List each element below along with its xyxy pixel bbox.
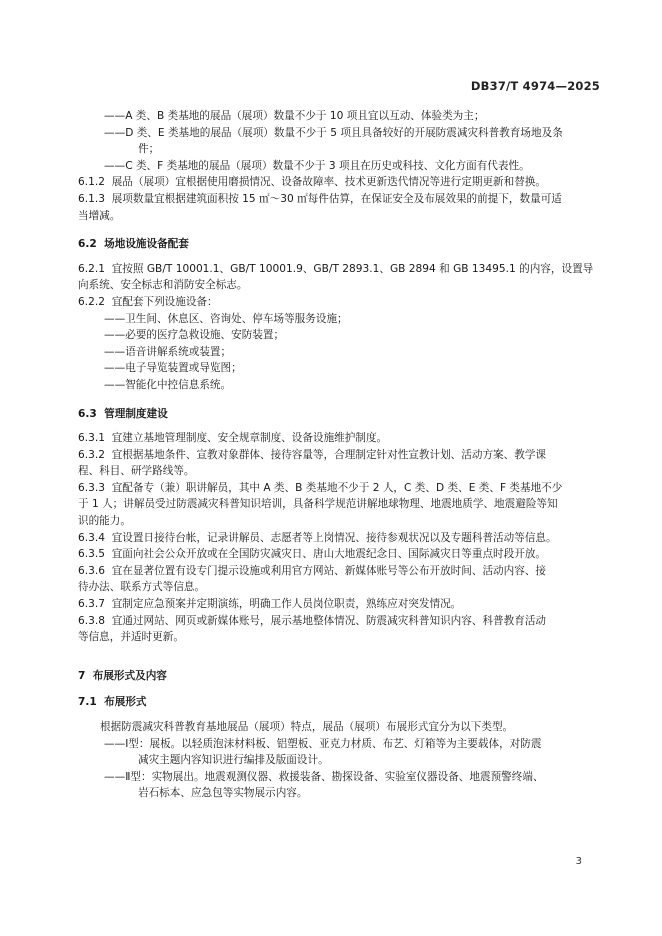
standard-number: DB37/T 4974—2025 — [470, 79, 600, 93]
intro-paragraph: 根据防震减灾科普教育基地展品（展项）特点，展品（展项）布展形式宜分为以下类型。 — [100, 721, 514, 733]
clause-6-3-5: 6.3.5 宜面向社会公众开放或在全国防灾减灾日、唐山大地震纪念日、国际减灾日等重点时段开放。 — [78, 548, 547, 561]
clause-6-2-1: 6.2.1 宜按照 GB/T 10001.1、GB/T 10001.9、GB/T 2893.1、GB 2894 和 GB 13495.1 的内容，设置导 — [78, 262, 594, 275]
list-item: ——Ⅰ型：展板。以轻质泡沫材料板、铝塑板、亚克力材质、布艺、灯箱等为主要载体，对防震 — [104, 737, 542, 750]
clause-continuation: 识的能力。 — [78, 515, 131, 528]
clause-continuation: 待办法、联系方式等信息。 — [78, 581, 206, 594]
list-item: ——C 类、F 类基地的展品（展项）数量不少于 3 项且在历史或科技、文化方面有代表性。 — [104, 159, 530, 172]
section-heading-6-3: 6.3 管理制度建设 — [78, 407, 168, 420]
clause-continuation: 向系统、安全标志和消防安全标志。 — [78, 279, 248, 292]
clause-continuation: 程、科目、研学路线等。 — [78, 465, 195, 478]
list-item: ——电子导览装置或导览图； — [104, 362, 242, 375]
clause-continuation: 等信息，并适时更新。 — [78, 631, 184, 644]
list-item: ——必要的医疗急救设施、安防装置； — [104, 329, 285, 342]
section-heading-6-2: 6.2 场地设施设备配套 — [78, 238, 189, 251]
clause-6-3-2: 6.3.2 宜根据基地条件、宣教对象群体、接待容量等，合理制定针对性宣教计划、活动方案、教学课 — [78, 448, 547, 461]
list-item-continuation: 减灾主题内容知识进行编排及版面设计。 — [138, 754, 329, 767]
list-item: ——D 类、E 类基地的展品（展项）数量不少于 5 项且具备较好的开展防震减灾科普教育场地及条 — [104, 126, 563, 139]
chapter-heading-7: 7 布展形式及内容 — [78, 669, 167, 682]
list-item: ——语音讲解系统或装置； — [104, 345, 232, 358]
clause-6-1-2: 6.1.2 展品（展项）宜根据使用磨损情况、设备故障率、技术更新迭代情况等进行定期更新和替换。 — [78, 176, 547, 189]
list-item: ——Ⅱ型：实物展出。地震观测仪器、救援装备、勘探设备、实验室仪器设备、地震预警终端、 — [104, 770, 544, 783]
page-number: 3 — [575, 856, 582, 867]
clause-6-3-7: 6.3.7 宜制定应急预案并定期演练，明确工作人员岗位职责，熟练应对突发情况。 — [78, 598, 462, 611]
clause-continuation: 当增减。 — [78, 209, 121, 222]
clause-6-3-6: 6.3.6 宜在显著位置有设专门提示设施或利用官方网站、新媒体账号等公布开放时间、活动内容、接 — [78, 564, 547, 577]
section-heading-7-1: 7.1 布展形式 — [78, 696, 147, 709]
clause-6-3-8: 6.3.8 宜通过网站、网页或新媒体账号，展示基地整体情况、防震减灾科普知识内容、科普教育活动 — [78, 614, 547, 627]
list-item: ——A 类、B 类基地的展品（展项）数量不少于 10 项且宜以互动、体验类为主； — [104, 110, 485, 122]
clause-6-3-4: 6.3.4 宜设置日接待台帐，记录讲解员、志愿者等上岗情况、接待参观状况以及专题科普活动等信息。 — [78, 531, 557, 544]
list-item-continuation: 件； — [138, 143, 160, 156]
clause-6-3-3: 6.3.3 宜配备专（兼）职讲解员，其中 A 类、B 类基地不少于 2 人，C 类、D 类、E 类、F 类基地不少 — [78, 481, 563, 494]
list-item-continuation: 岩石标本、应急包等实物展示内容。 — [138, 787, 308, 800]
document-body — [78, 108, 602, 802]
clause-6-1-3: 6.1.3 展项数量宜根据建筑面积按 15 ㎡～30 ㎡每件估算，在保证安全及布展效果的前提下，数量可适 — [78, 192, 562, 205]
clause-6-3-1: 6.3.1 宜建立基地管理制度、安全规章制度、设备设施维护制度。 — [78, 432, 388, 445]
list-item: ——智能化中控信息系统。 — [104, 378, 232, 391]
clause-6-2-2: 6.2.2 宜配套下列设施设备： — [78, 295, 218, 308]
clause-continuation: 于 1 人；讲解员受过防震减灾科普知识培训，具备科学规范讲解地球物理、地震地质学、地震避险等知 — [78, 498, 558, 511]
list-item: ——卫生间、休息区、咨询处、停车场等服务设施； — [104, 312, 348, 325]
